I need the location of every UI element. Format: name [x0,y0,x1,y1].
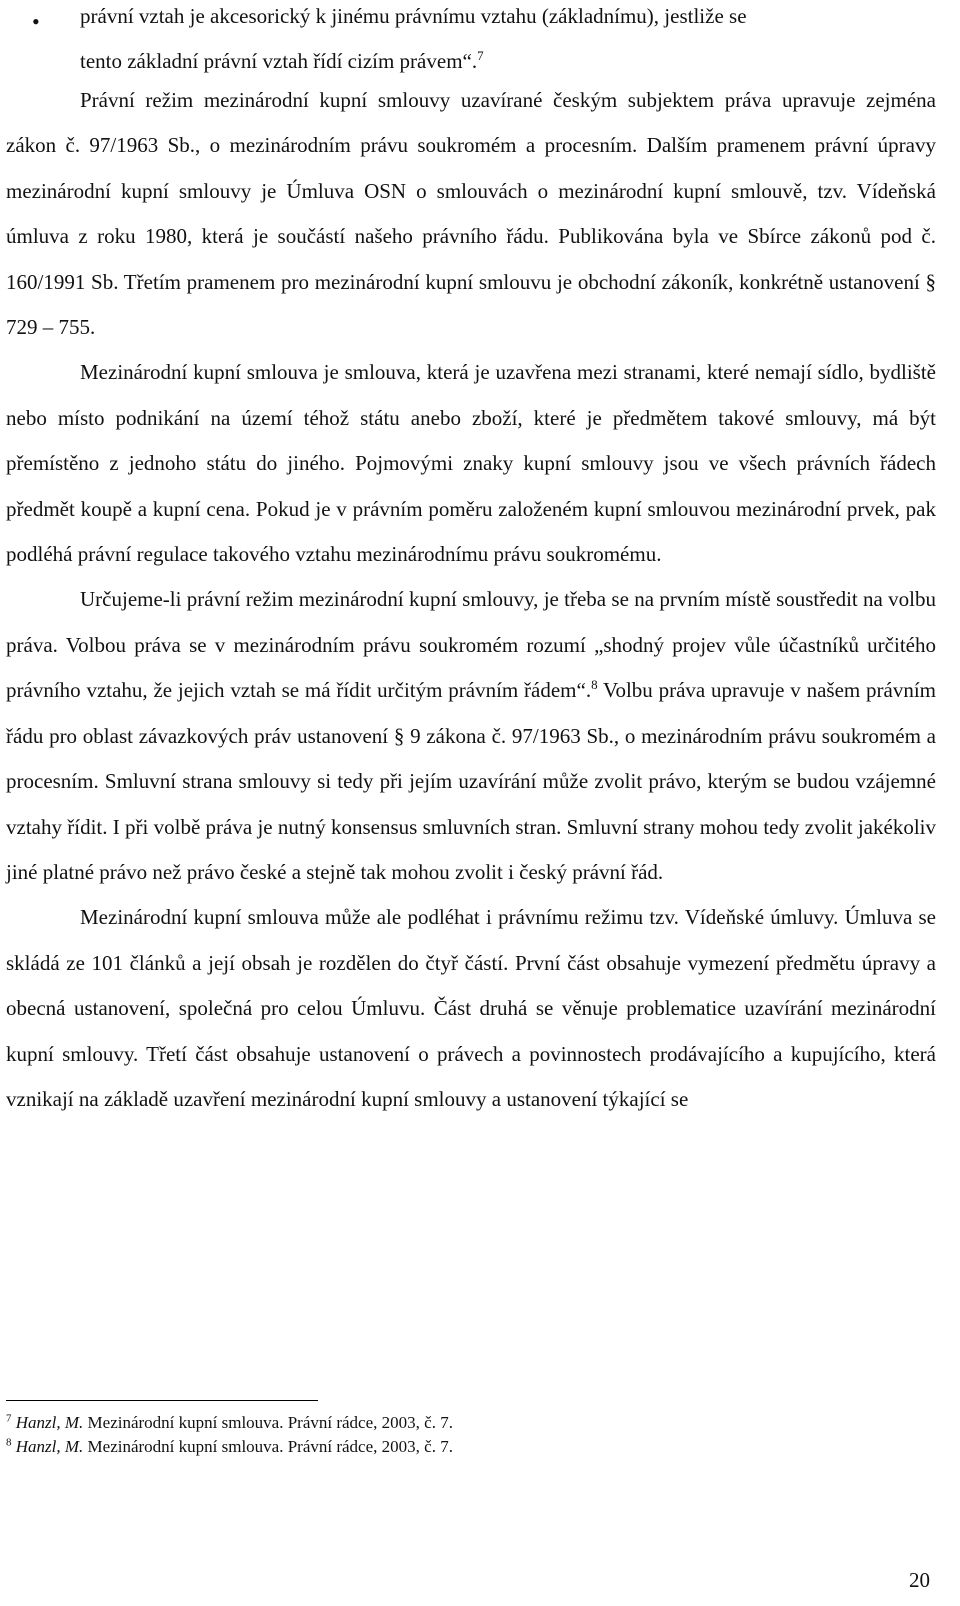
paragraph-text-continued: Volbu práva upravuje v našem právním řádu pro oblast závazkových práv ustanovení § 9 zákona č. 97/1963 Sb., o mezinárodním právu soukromém a procesním. Smluvní strana smlouvy si tedy při jejím uzavírání může zvolit právo, kterým se budou vzájemné vztahy řídit. I při volbě práva je nutný konsensus smluvních stran. Smluvní strany mohou tedy zvolit jakékoliv jiné platné právo než právo české a stejně tak mohou zvolit i český právní řád. [6,678,936,884]
footnote-separator [6,1400,318,1401]
paragraph-definition [6,350,936,577]
footnote-number: 7 [6,1412,12,1425]
footnote-7 [6,1412,453,1434]
bullet-line-1 [0,0,940,39]
footnote-author: Hanzl, M. [15,1413,84,1432]
footnote-ref-7[interactable]: 7 [477,48,484,64]
page-number: 20 [909,1568,930,1592]
footnote-citation: Mezinárodní kupní smlouva. Právní rádce, 2003, č. 7. [83,1413,453,1432]
bullet-text-2: tento základní právní vztah řídí cizím právem“. [80,49,478,74]
paragraph-legal-regime [6,78,936,350]
paragraph-text: Právní režim mezinárodní kupní smlouvy uzavírané českým subjektem práva upravuje zejména zákon č. 97/1963 Sb., o mezinárodním právu soukromém a procesním. Dalším pramenem právní úpravy mezinárodní kupní smlouvy je Úmluva OSN o smlouvách o mezinárodní kupní smlouvě, tzv. Vídeňská úmluva z roku 1980, která je součástí našeho právního řádu. Publikována byla ve Sbírce zákonů pod č. 160/1991 Sb. Třetím pramenem pro mezinárodní kupní smlouvu je obchodní zákoník, konkrétně ustanovení § 729 – 755. [6,88,936,340]
paragraph-choice-of-law [6,577,936,895]
footnote-citation: Mezinárodní kupní smlouva. Právní rádce, 2003, č. 7. [83,1437,453,1456]
bullet-item [0,0,940,85]
footnote-author: Hanzl, M. [15,1437,84,1456]
bullet-dot: • [32,9,40,34]
footnote-ref-8[interactable]: 8 [591,677,598,693]
paragraph-vienna-convention [6,895,936,1122]
paragraph-text: Mezinárodní kupní smlouva může ale podléhat i právnímu režimu tzv. Vídeňské úmluvy. Úmluva se skládá ze 101 článků a její obsah je rozdělen do čtyř částí. První část obsahuje vymezení předmětu úpravy a obecná ustanovení, společná pro celou Úmluvu. Část druhá se věnuje problematice uzavírání mezinárodní kupní smlouvy. Třetí část obsahuje ustanovení o právech a povinnostech prodávajícího a kupujícího, která vznikají na základě uzavření mezinárodní kupní smlouvy a ustanovení týkající se [6,905,936,1111]
bullet-text-1: právní vztah je akcesorický k jinému právnímu vztahu (základnímu), jestliže se [80,4,747,28]
body-text [6,78,936,1122]
footnote-number: 8 [6,1436,12,1449]
paragraph-text: Určujeme-li právní režim mezinárodní kupní smlouvy, je třeba se na prvním místě soustředit na volbu práva. Volbou práva se v mezinárodním právu soukromém rozumí „shodný projev vůle účastníků určitého právního vztahu, že jejich vztah se má řídit určitým právním řádem“. [6,587,936,703]
footnote-8 [6,1436,453,1458]
paragraph-text: Mezinárodní kupní smlouva je smlouva, která je uzavřena mezi stranami, které nemají sídlo, bydliště nebo místo podnikání na území téhož státu anebo zboží, které je předmětem takové smlouvy, má být přemístěno z jednoho státu do jiného. Pojmovými znaky kupní smlouvy jsou ve všech právních řádech předmět koupě a kupní cena. Pokud je v právním poměru založeném kupní smlouvou mezinárodní prvek, pak podléhá právní regulace takového vztahu mezinárodnímu právu soukromému. [6,360,936,567]
